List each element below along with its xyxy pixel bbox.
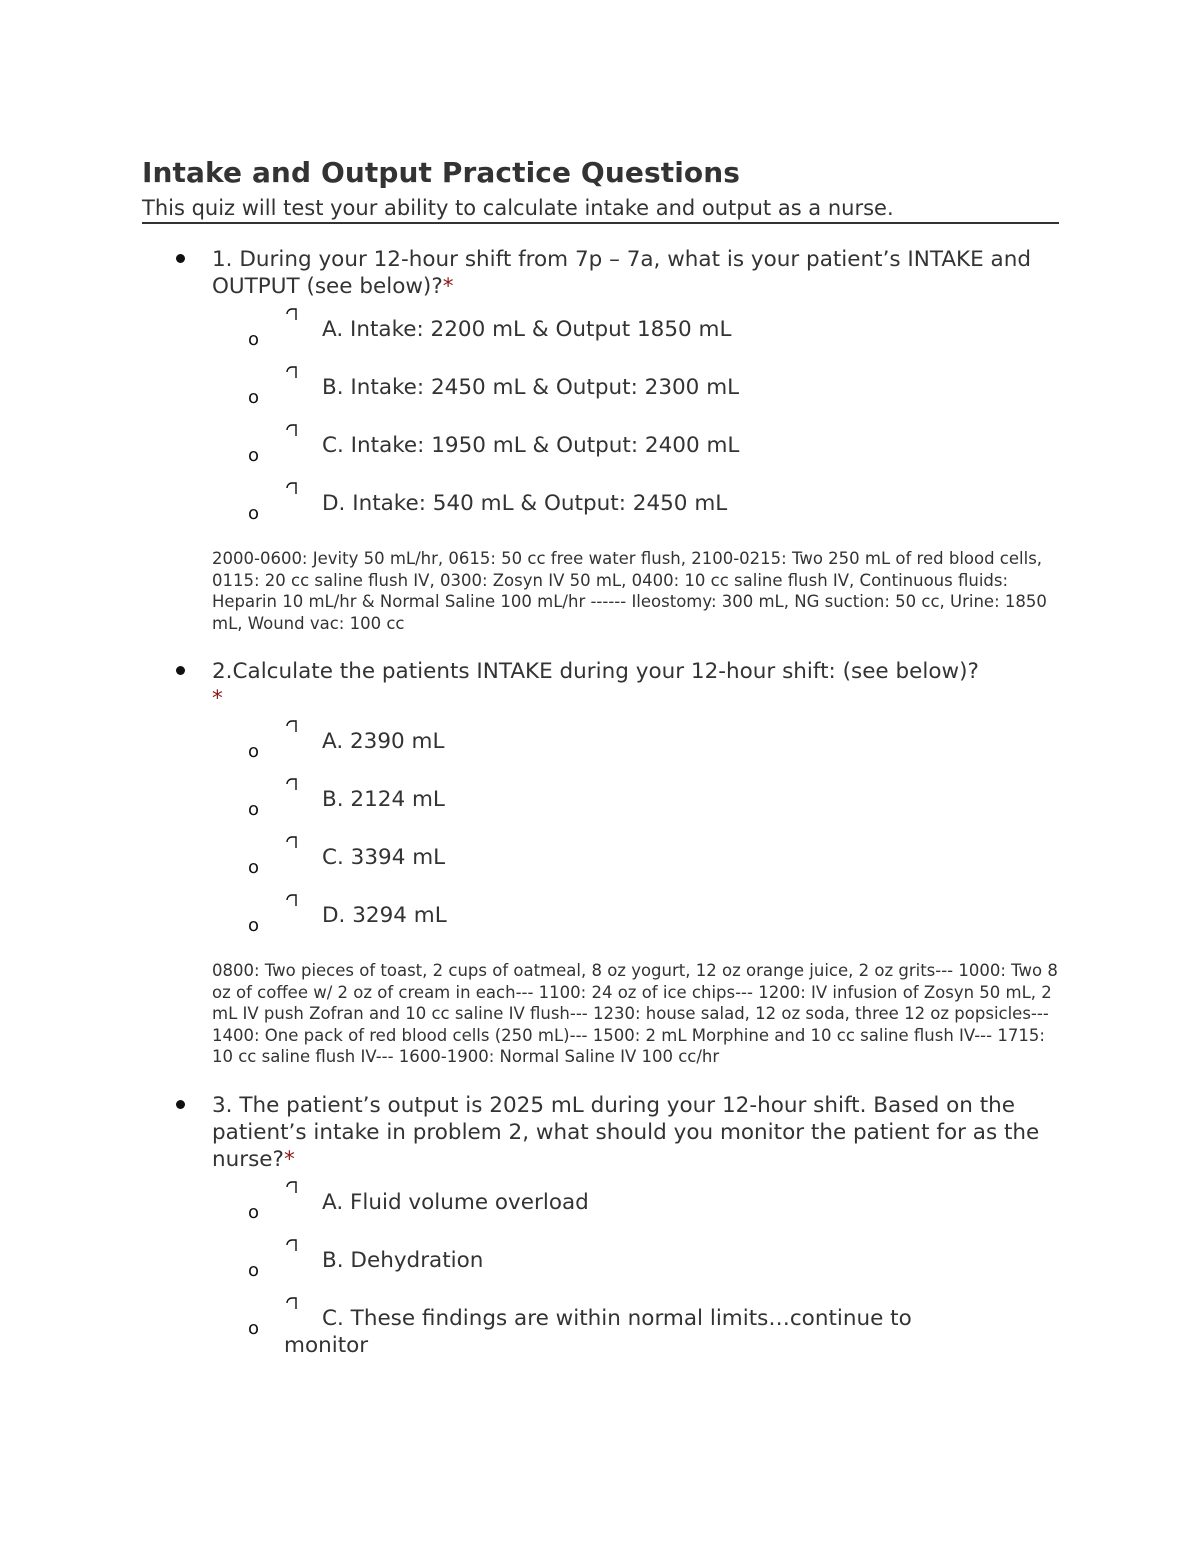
option-label: D. Intake: 540 mL & Output: 2450 mL bbox=[322, 491, 728, 516]
list-marker: o bbox=[248, 799, 260, 820]
option-label: A. Fluid volume overload bbox=[322, 1189, 589, 1215]
answer-option[interactable] bbox=[212, 474, 1059, 532]
page-subtitle: This quiz will test your ability to calculate intake and output as a nurse. bbox=[142, 194, 1059, 224]
option-label: B. Intake: 2450 mL & Output: 2300 mL bbox=[322, 375, 740, 400]
required-marker: * bbox=[283, 1146, 295, 1172]
answer-option[interactable] bbox=[212, 358, 1059, 416]
radio-button-icon[interactable] bbox=[286, 894, 298, 906]
answer-option[interactable] bbox=[212, 1289, 1059, 1358]
option-label: C. Intake: 1950 mL & Output: 2400 mL bbox=[322, 433, 740, 458]
answer-option[interactable] bbox=[212, 300, 1059, 358]
answer-option[interactable] bbox=[212, 1231, 1059, 1289]
required-marker: * bbox=[442, 274, 454, 299]
option-label: C. These findings are within normal limits…continue to monitor bbox=[284, 1305, 912, 1358]
bullet-icon bbox=[176, 254, 185, 263]
question-text: 3. The patient’s output is 2025 mL during your 12-hour shift. Based on the patient’s intake in problem 2, what should you monitor the patient for as the nurse?* bbox=[212, 1092, 1040, 1172]
question-1 bbox=[142, 246, 1059, 634]
list-marker: o bbox=[248, 1317, 260, 1339]
answer-option[interactable] bbox=[212, 416, 1059, 474]
list-marker: o bbox=[248, 387, 260, 408]
radio-button-icon[interactable] bbox=[286, 1297, 298, 1309]
question-3 bbox=[142, 1092, 1059, 1358]
list-marker: o bbox=[248, 857, 260, 878]
radio-button-icon[interactable] bbox=[286, 366, 298, 378]
answer-option[interactable] bbox=[212, 1173, 1059, 1231]
list-marker: o bbox=[248, 503, 260, 524]
option-label: B. 2124 mL bbox=[322, 787, 445, 812]
answer-option[interactable] bbox=[212, 828, 1059, 886]
list-marker: o bbox=[248, 915, 260, 936]
bullet-icon bbox=[176, 1100, 185, 1109]
radio-button-icon[interactable] bbox=[286, 836, 298, 848]
radio-button-icon[interactable] bbox=[286, 308, 298, 320]
answer-option[interactable] bbox=[212, 712, 1059, 770]
radio-button-icon[interactable] bbox=[286, 1181, 298, 1193]
radio-button-icon[interactable] bbox=[286, 424, 298, 436]
question-details: 0800: Two pieces of toast, 2 cups of oatmeal, 8 oz yogurt, 12 oz orange juice, 2 oz grits--- 1000: Two 8 oz of coffee w/ 2 oz of cream in each--- 1100: 24 oz of ice chips--- 1200: IV infusion of Zosyn 50 mL, 2 mL IV push Zofran and 10 cc saline IV flush--- 1230: house salad, 12 oz soda, three 12 oz popsicles--- 1400: One pack of red blood cells (250 mL)--- 1500: 2 mL Morphine and 10 cc saline flush IV--- 1715: 10 cc saline flush IV--- 1600-1900: Normal Saline IV 100 cc/hr bbox=[212, 961, 1058, 1066]
option-label: D. 3294 mL bbox=[322, 903, 447, 928]
option-label: A. Intake: 2200 mL & Output 1850 mL bbox=[322, 317, 732, 342]
question-text: 1. During your 12-hour shift from 7p – 7a, what is your patient’s INTAKE and OUTPUT (see below)?* bbox=[212, 247, 1031, 299]
list-marker: o bbox=[248, 329, 260, 350]
question-text: 2.Calculate the patients INTAKE during your 12-hour shift: (see below)? * bbox=[212, 659, 979, 711]
radio-button-icon[interactable] bbox=[286, 1239, 298, 1251]
question-2 bbox=[142, 658, 1059, 1068]
bullet-icon bbox=[176, 666, 185, 675]
radio-button-icon[interactable] bbox=[286, 720, 298, 732]
list-marker: o bbox=[248, 1201, 260, 1223]
option-label: C. 3394 mL bbox=[322, 845, 446, 870]
document-page bbox=[142, 152, 1059, 1358]
list-marker: o bbox=[248, 445, 260, 466]
list-marker: o bbox=[248, 741, 260, 762]
list-marker: o bbox=[248, 1259, 260, 1281]
answer-option[interactable] bbox=[212, 770, 1059, 828]
radio-button-icon[interactable] bbox=[286, 778, 298, 790]
answer-option[interactable] bbox=[212, 886, 1059, 944]
question-details: 2000-0600: Jevity 50 mL/hr, 0615: 50 cc free water flush, 2100-0215: Two 250 mL of red blood cells, 0115: 20 cc saline flush IV, 0300: Zosyn IV 50 mL, 0400: 10 cc saline flush IV, Continuous fluids: Heparin 10 mL/hr & Normal Saline 100 mL/hr ------ Ileostomy: 300 mL, NG suction: 50 cc, Urine: 1850 mL, Wound vac: 100 cc bbox=[212, 549, 1047, 633]
radio-button-icon[interactable] bbox=[286, 482, 298, 494]
page-title: Intake and Output Practice Questions bbox=[142, 156, 741, 189]
required-marker: * bbox=[212, 686, 223, 711]
option-label: B. Dehydration bbox=[322, 1247, 484, 1273]
option-label: A. 2390 mL bbox=[322, 729, 445, 754]
